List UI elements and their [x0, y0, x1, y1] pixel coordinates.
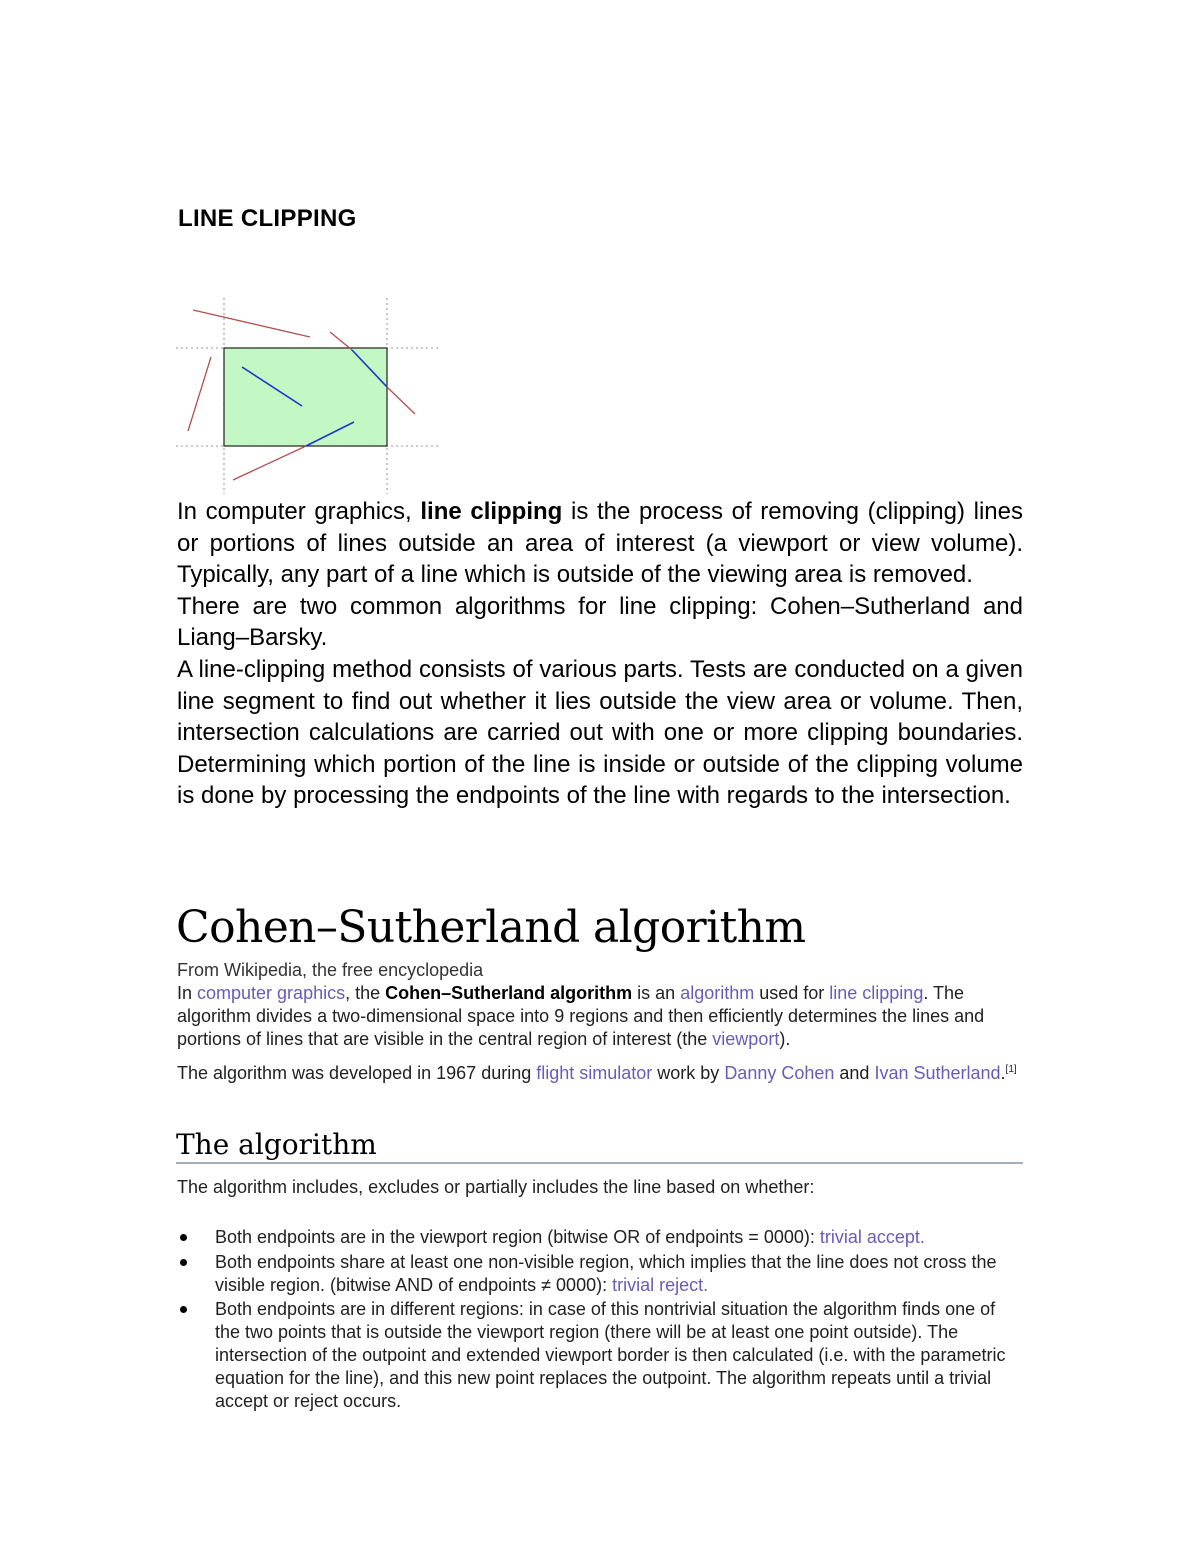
para2-text: work by: [652, 1063, 725, 1083]
bullet-icon: [180, 1234, 187, 1241]
link-line-clipping[interactable]: line clipping: [829, 983, 924, 1003]
reference-marker[interactable]: [1]: [1005, 1064, 1017, 1075]
intro-paragraph-3: A line-clipping method consists of various parts. Tests are conducted on a given line segment to find out whether it lies outside the view area or volume. Then, intersection calculations are carried out with one or more clipping boundaries. Determining which portion of the line is inside or outside of the clipping volume is done by processing the endpoints of the line with regards to the intersection.: [177, 655, 1023, 810]
link-viewport[interactable]: viewport: [712, 1028, 780, 1049]
clipped-segment-upper-right: [330, 332, 352, 350]
bullet-2-text: Both endpoints share at least one non-visible region, which implies that the line does not cross the visible region. (bitwise AND of endpoints ≠ 0000):: [215, 1251, 997, 1295]
para1-text: . The algorithm divides a two-dimensional space into 9 regions and then efficiently determines the lines and portions of lines that are visible in the central region of interest (the: [177, 983, 985, 1049]
article-title: Cohen–Sutherland algorithm: [176, 902, 806, 953]
clipped-segment-lower-right: [387, 387, 415, 414]
article-paragraph-1: [177, 982, 1023, 1050]
article-paragraph-3: The algorithm includes, excludes or partially includes the line based on whether:: [177, 1177, 815, 1197]
para1-text: , the: [345, 983, 386, 1003]
section-title-algorithm: The algorithm: [176, 1128, 1023, 1164]
para2-text: and: [834, 1063, 875, 1083]
intro-text: [177, 496, 1023, 812]
link-trivial-accept-end[interactable]: .: [919, 1227, 925, 1247]
para1-text: In: [177, 983, 198, 1003]
intro-paragraph-2: There are two common algorithms for line clipping: Cohen–Sutherland and Liang–Barsky.: [177, 592, 1023, 652]
link-trivial-reject[interactable]: trivial reject: [612, 1274, 704, 1295]
clipped-line-left: [188, 357, 211, 431]
para1-text: used for: [754, 983, 830, 1003]
link-flight-simulator[interactable]: flight simulator: [536, 1063, 653, 1083]
viewport-rect: [224, 348, 387, 446]
intro-p1-text-cont: is the process of removing (clipping) lines or portions of lines outside an area of interest (a viewport or view volume). Typically, any part of a line which is outside of the viewing area is removed.: [177, 498, 1023, 589]
para1-text: is an: [632, 983, 681, 1003]
article-tagline: From Wikipedia, the free encyclopedia: [177, 960, 484, 980]
article-paragraph-2: [177, 1062, 1023, 1085]
para1-text: ).: [779, 1028, 791, 1049]
link-trivial-reject-end[interactable]: .: [703, 1274, 709, 1295]
algorithm-cases-list: [177, 1226, 1023, 1414]
link-algorithm[interactable]: algorithm: [680, 983, 755, 1003]
para2-text: The algorithm was developed in 1967 during: [177, 1063, 537, 1083]
clipped-line-top: [193, 310, 310, 337]
para2-text: .: [1000, 1063, 1006, 1083]
intro-p1-bold: line clipping: [420, 498, 563, 525]
bullet-1-text: Both endpoints are in the viewport region (bitwise OR of endpoints = 0000):: [215, 1227, 820, 1247]
list-item: [177, 1298, 1023, 1412]
list-item: [177, 1251, 1023, 1297]
link-computer-graphics[interactable]: computer graphics: [197, 983, 346, 1003]
bullet-icon: [180, 1259, 187, 1266]
link-trivial-accept[interactable]: trivial accept: [819, 1227, 920, 1247]
bullet-3-text: Both endpoints are in different regions: in case of this nontrivial situation the algorithm finds one of the two points that is outside the viewport region (there will be at least one point outside). The intersection of the outpoint and extended viewport border is then calculated (i.e. with the parametric equation for the line), and this new point replaces the outpoint. The algorithm repeats until a trivial accept or reject occurs.: [215, 1299, 1006, 1411]
clipped-segment-bottom: [233, 446, 306, 480]
line-clipping-diagram: [176, 298, 438, 494]
link-danny-cohen[interactable]: Danny Cohen: [724, 1063, 835, 1083]
link-ivan-sutherland[interactable]: Ivan Sutherland: [874, 1063, 1001, 1083]
para1-bold-term: Cohen–Sutherland algorithm: [385, 983, 633, 1003]
page-heading: LINE CLIPPING: [178, 205, 357, 232]
list-item: [177, 1226, 1023, 1249]
intro-p1-text: In computer graphics,: [177, 498, 421, 525]
intro-paragraph-1: [177, 496, 1023, 591]
bullet-icon: [180, 1306, 187, 1313]
